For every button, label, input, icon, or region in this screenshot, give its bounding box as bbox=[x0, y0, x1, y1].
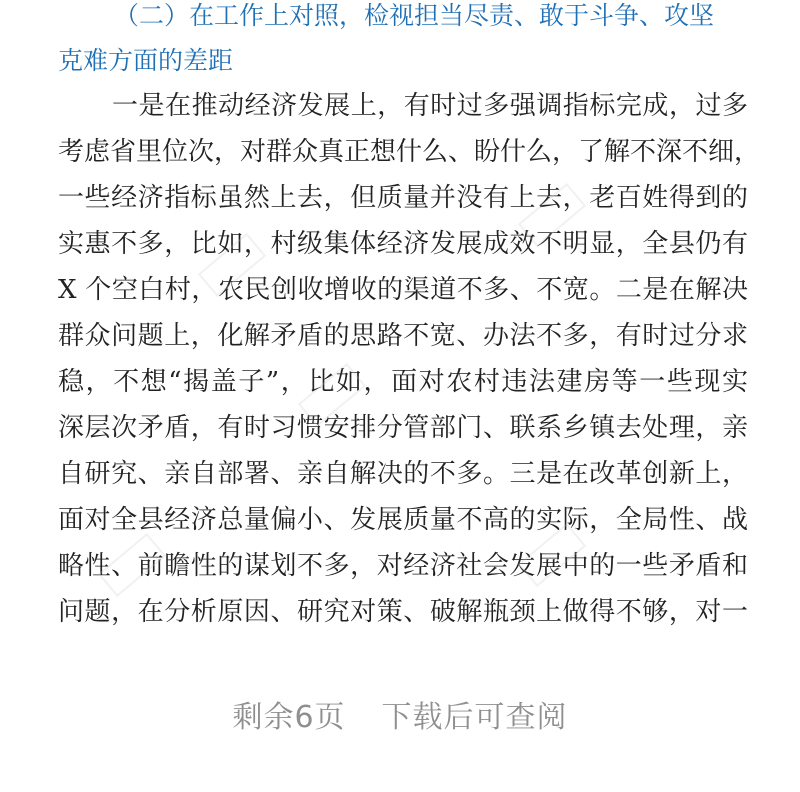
paragraph-line: 问题，在分析原因、研究对策、破解瓶颈上做得不够，对一 bbox=[58, 597, 748, 627]
paragraph-line: 一是在推动经济发展上，有时过多强调指标完成，过多 bbox=[112, 91, 748, 121]
paragraph-line: 实惠不多，比如，村级集体经济发展成效不明显，全县仍有 bbox=[58, 229, 748, 259]
paragraph-line: 考虑省里位次，对群众真正想什么、盼什么，了解不深不细， bbox=[58, 137, 761, 167]
paragraph-line: 群众问题上，化解矛盾的思路不宽、办法不多，有时过分求 bbox=[58, 321, 748, 351]
section-heading-line-1: （二）在工作上对照，检视担当尽责、敢于斗争、攻坚 bbox=[114, 1, 715, 30]
paragraph-line: 自研究、亲自部署、亲自解决的不多。三是在改革创新上， bbox=[58, 459, 748, 489]
download-to-view-text[interactable]: 下载后可查阅 bbox=[381, 700, 568, 735]
download-prompt[interactable] bbox=[0, 692, 800, 736]
paragraph-line: 深层次矛盾，有时习惯安排分管部门、联系乡镇去处理，亲 bbox=[58, 413, 748, 443]
paragraph-line: X 个空白村，农民创收增收的渠道不多、不宽。二是在解决 bbox=[58, 275, 748, 305]
paragraph-line: 稳，不想“揭盖子”，比如，面对农村违法建房等一些现实 bbox=[58, 367, 748, 397]
paragraph-line: 一些经济指标虽然上去，但质量并没有上去，老百姓得到的 bbox=[58, 183, 748, 213]
paragraph-line: 略性、前瞻性的谋划不多，对经济社会发展中的一些矛盾和 bbox=[58, 551, 748, 581]
section-heading-line-2: 克难方面的差距 bbox=[58, 46, 234, 75]
paragraph-line: 面对全县经济总量偏小、发展质量不高的实际，全局性、战 bbox=[58, 505, 748, 535]
remaining-pages-text[interactable]: 剩余6页 bbox=[232, 700, 346, 735]
